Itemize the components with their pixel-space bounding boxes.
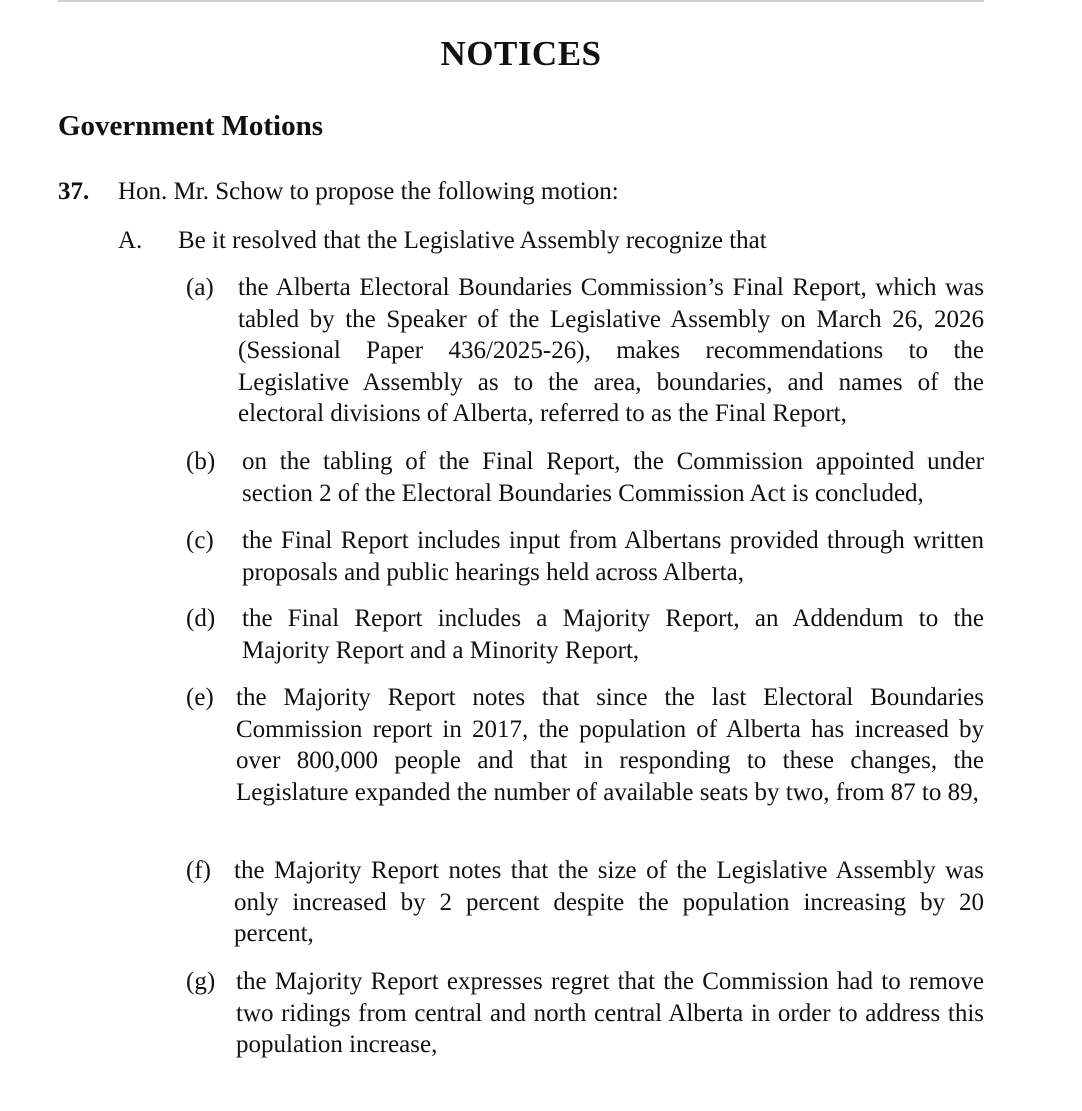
clause-label: (g) <box>186 968 216 995</box>
page-title: NOTICES <box>440 34 602 73</box>
clause-label: (c) <box>186 527 214 554</box>
section-heading: Government Motions <box>58 110 323 142</box>
clause-a <box>186 272 984 430</box>
clause-label: (b) <box>186 448 216 475</box>
clause-text: the Majority Report notes that the size of the Legislative Assembly was only increased by 2 percent despite the population increasing by 20 percent, <box>234 857 984 947</box>
part-letter: A. <box>118 227 143 254</box>
part-text: Be it resolved that the Legislative Assembly recognize that <box>178 227 767 254</box>
clause-text: the Majority Report expresses regret that the Commission had to remove two ridings from central and north central Alberta in order to address this population increase, <box>236 968 984 1058</box>
clause-label: (e) <box>186 684 214 711</box>
clause-text: the Final Report includes input from Albertans provided through written proposals and public hearings held across Alberta, <box>242 527 984 586</box>
clause-text: the Alberta Electoral Boundaries Commission’s Final Report, which was tabled by the Speaker of the Legislative Assembly on March 26, 2026 (Sessional Paper 436/2025-26), makes recommendations to the Legislative Assembly as to the area, boundaries, and names of the electoral divisions of Alberta, referred to as the Final Report, <box>238 274 984 427</box>
clause-b <box>186 446 984 509</box>
clause-text: on the tabling of the Final Report, the Commission appointed under section 2 of the Electoral Boundaries Commission Act is concluded, <box>242 448 984 507</box>
clause-text: the Majority Report notes that since the last Electoral Boundaries Commission report in 2017, the population of Alberta has increased by over 800,000 people and that in responding to these changes, the Legislature expanded the number of available seats by two, from 87 to 89, <box>236 684 984 806</box>
clause-f <box>186 855 984 950</box>
clause-d <box>186 603 984 666</box>
top-divider <box>58 0 984 2</box>
clause-label: (d) <box>186 605 216 632</box>
motion-intro: Hon. Mr. Schow to propose the following motion: <box>118 178 619 205</box>
motion-number: 37. <box>58 178 90 205</box>
clause-label: (f) <box>186 857 211 884</box>
clause-c <box>186 525 984 588</box>
clause-e <box>186 682 984 808</box>
clause-label: (a) <box>186 274 214 301</box>
clause-text: the Final Report includes a Majority Report, an Addendum to the Majority Report and a Minority Report, <box>242 605 984 664</box>
clause-g <box>186 966 984 1061</box>
